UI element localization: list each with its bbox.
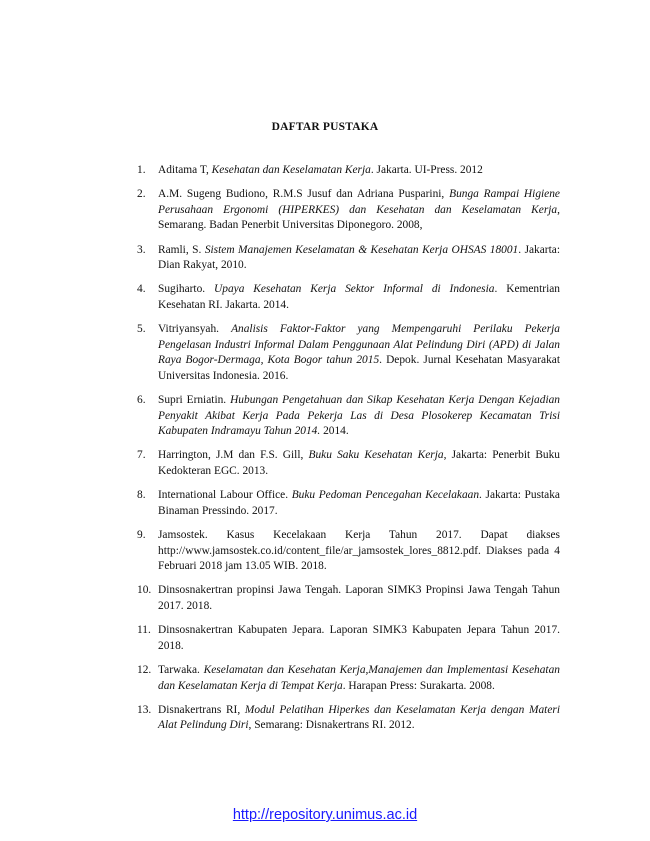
reference-segment: . Harapan Press: Surakarta. 2008.	[342, 679, 495, 692]
reference-number: 13.	[137, 703, 152, 716]
reference-item	[137, 448, 560, 479]
reference-item	[137, 187, 560, 234]
reference-segment: Sugiharto.	[158, 283, 215, 296]
reference-number: 2.	[137, 188, 146, 201]
reference-text	[158, 163, 560, 179]
reference-text	[158, 488, 560, 519]
reference-text	[158, 448, 560, 479]
reference-text	[158, 322, 560, 384]
reference-title: Keselamatan dan Kesehatan Kerja,Manajemen dan Implementasi Kesehatan dan Keselamatan Kerja di Tempat Kerja	[158, 663, 560, 692]
reference-number: 11.	[137, 624, 151, 637]
reference-title: Modul Pelatihan Hiperkes dan Keselamatan Kerja dengan Materi Alat Pelindung Diri	[158, 703, 560, 732]
reference-segment: Supri Erniatin.	[158, 394, 231, 407]
reference-item	[137, 282, 560, 313]
reference-text	[158, 393, 560, 440]
reference-number: 4.	[137, 283, 146, 296]
reference-segment: , Semarang: Disnakertrans RI. 2012.	[248, 719, 415, 732]
reference-number: 12.	[137, 663, 152, 676]
reference-text	[158, 703, 560, 734]
reference-number: 1.	[137, 164, 146, 176]
reference-text	[158, 583, 560, 614]
reference-text	[158, 243, 560, 274]
reference-number: 6.	[137, 394, 146, 407]
reference-text	[158, 663, 560, 694]
page-title: DAFTAR PUSTAKA	[271, 121, 379, 133]
reference-list	[137, 163, 560, 743]
reference-text	[158, 187, 560, 234]
reference-item	[137, 488, 560, 519]
reference-item	[137, 623, 560, 654]
reference-number: 9.	[137, 529, 146, 542]
reference-title: Sistem Manajemen Keselamatan & Kesehatan Kerja OHSAS 18001	[204, 243, 519, 256]
reference-segment: Dinsosnakertran propinsi Jawa Tengah. Laporan SIMK3 Propinsi Jawa Tengah Tahun 2017. 2018.	[158, 584, 560, 612]
reference-item	[137, 163, 560, 179]
reference-item	[137, 393, 560, 440]
reference-segment: Disnakertrans RI,	[158, 703, 245, 716]
reference-segment: . Kementrian Kesehatan RI. Jakarta. 2014.	[158, 283, 560, 311]
reference-number: 5.	[137, 323, 146, 336]
reference-number: 7.	[137, 449, 146, 462]
reference-segment: . Jakarta. UI-Press. 2012	[370, 164, 483, 176]
reference-text	[158, 528, 560, 575]
reference-segment: , Jakarta: Penerbit Buku Kedokteran EGC. 2013.	[158, 449, 561, 478]
reference-segment: A.M. Sugeng Budiono, R.M.S Jusuf dan Adriana Pusparini,	[158, 188, 450, 201]
reference-title: Bunga Rampai Higiene Perusahaan Ergonomi (HIPERKES) dan Kesehatan dan Keselamatan Kerja	[158, 188, 560, 216]
repository-link[interactable]: http://repository.unimus.ac.id	[232, 807, 418, 823]
reference-segment: , Semarang. Badan Penerbit Universitas Diponegoro. 2008,	[158, 203, 560, 232]
reference-segment: Dinsosnakertran Kabupaten Jepara. Laporan SIMK3 Kabupaten Jepara Tahun 2017. 2018.	[158, 624, 560, 652]
reference-segment: Vitriyansyah.	[158, 323, 232, 336]
reference-segment: Tarwaka.	[158, 663, 204, 676]
reference-item	[137, 322, 560, 384]
reference-title: Analisis Faktor-Faktor yang Mempengaruhi Perilaku Pekerja Pengelasan Industri Informal Dalam Penggunaan Alat Pelindung Diri (APD) di Jalan Raya Bogor-Dermaga, Kota Bogor tahun 2015	[158, 323, 560, 367]
reference-title: Buku Pedoman Pencegahan Kecelakaan	[291, 489, 480, 502]
reference-text	[158, 282, 560, 313]
reference-title: Upaya Kesehatan Kerja Sektor Informal di Indonesia	[214, 283, 495, 296]
reference-number: 10.	[137, 584, 152, 597]
reference-segment: . Depok. Jurnal Kesehatan Masyarakat Universitas Indonesia. 2016.	[158, 354, 560, 382]
reference-segment: . Jakarta: Pustaka Binaman Pressindo. 2017.	[158, 489, 560, 517]
reference-segment: International Labour Office.	[158, 489, 292, 502]
reference-segment: . Jakarta: Dian Rakyat, 2010.	[158, 243, 560, 272]
reference-title: Kesehatan dan Keselamatan Kerja	[211, 164, 371, 176]
reference-segment: 2014.	[320, 425, 349, 438]
reference-item	[137, 528, 560, 575]
reference-text	[158, 623, 560, 654]
reference-segment: Ramli, S.	[158, 243, 205, 256]
reference-item	[137, 703, 560, 734]
reference-segment: Jamsostek. Kasus Kecelakaan Kerja Tahun 2017. Dapat diakses http://www.jamsostek.co.id/content_file/ar_jamsostek_lores_8812.pdf. Diakses pada 4 Februari 2018 jam 13.05 WIB. 2018.	[158, 529, 560, 573]
reference-item	[137, 583, 560, 614]
reference-segment: Harrington, J.M dan F.S. Gill,	[158, 449, 309, 462]
reference-segment: Aditama T,	[158, 164, 212, 176]
reference-number: 3.	[137, 243, 146, 256]
reference-title: Buku Saku Kesehatan Kerja	[308, 449, 444, 462]
reference-item	[137, 663, 560, 694]
reference-number: 8.	[137, 489, 146, 502]
reference-item	[137, 243, 560, 274]
reference-title: Hubungan Pengetahuan dan Sikap Kesehatan Kerja Dengan Kejadian Penyakit Akibat Kerja Pada Pekerja Las di Desa Plosokerep Kecamatan Trisi Kabupaten Indramayu Tahun 2014.	[158, 394, 560, 438]
